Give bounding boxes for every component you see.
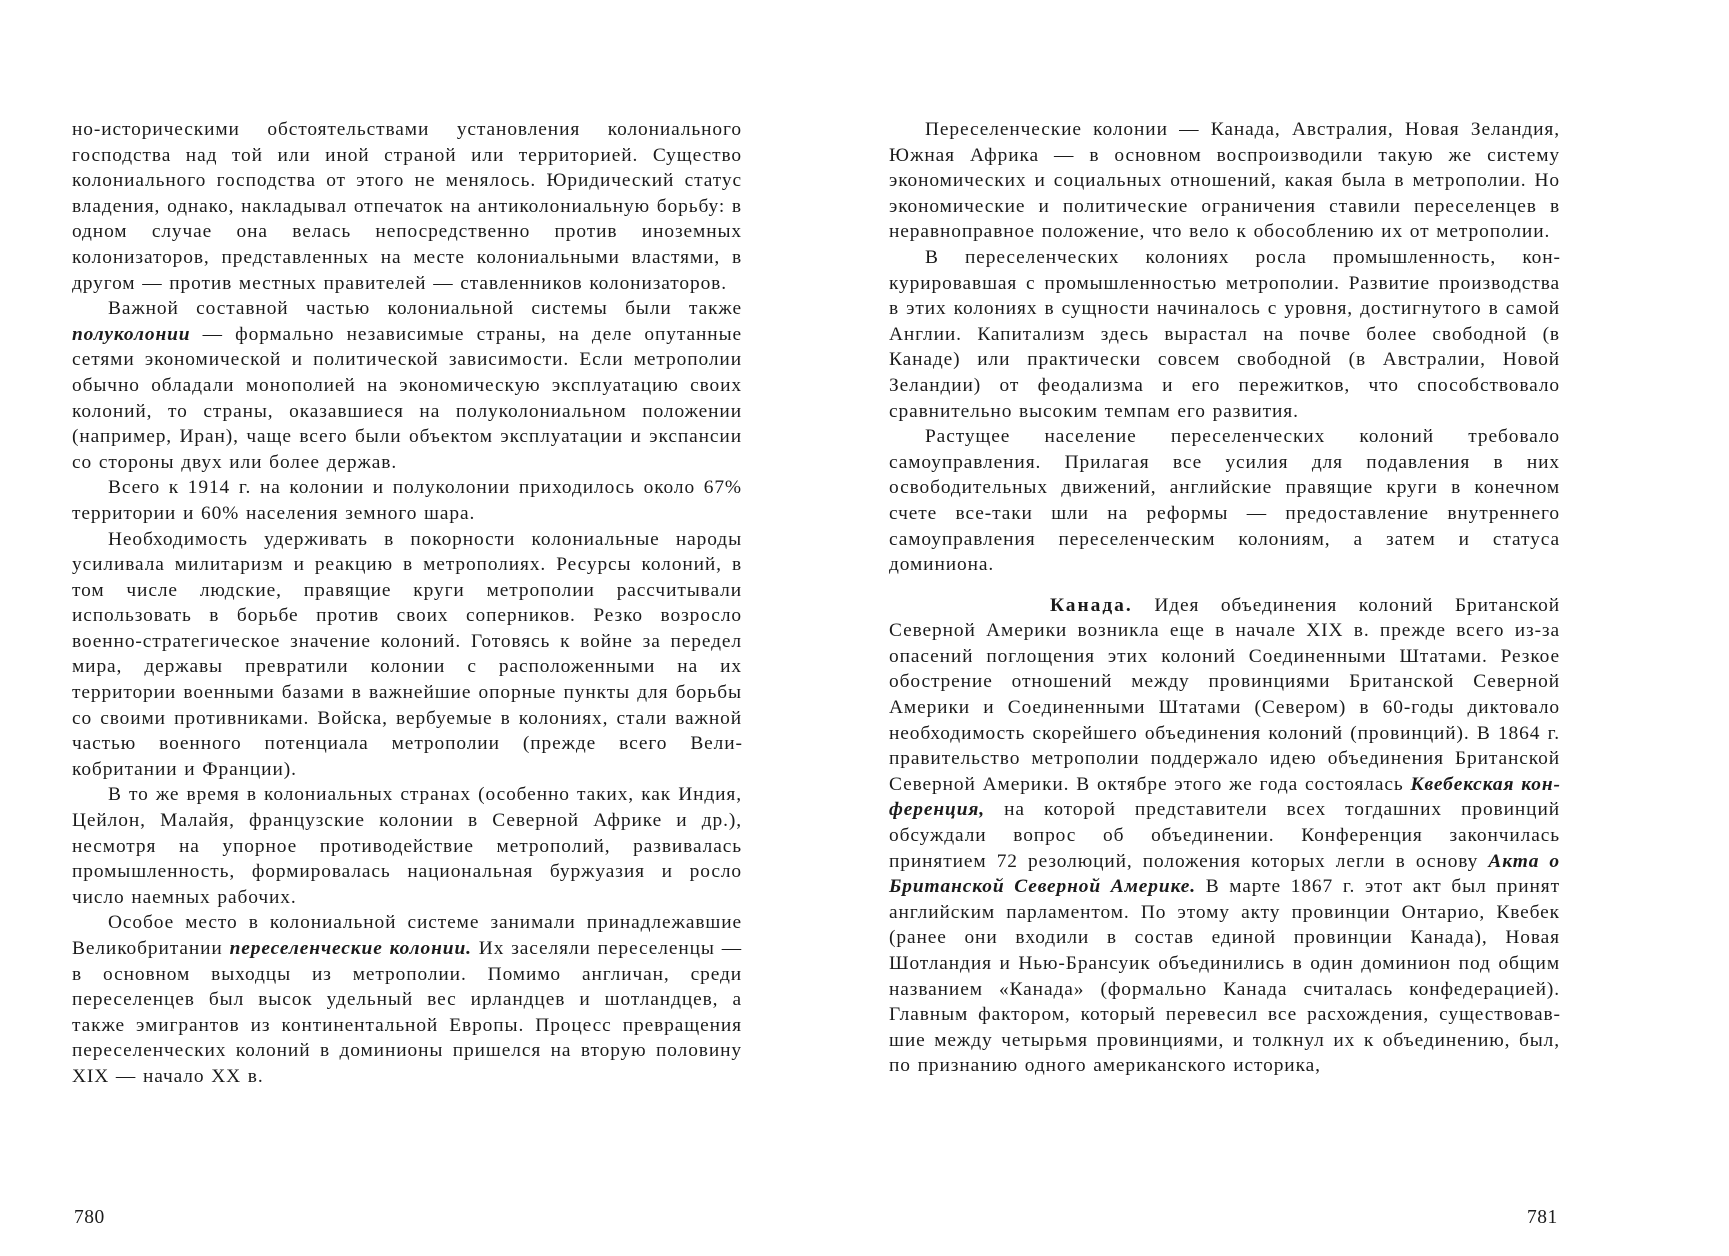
paragraph-text: — формально независимые страны, на деле опутанные сетями экономической и политической зависимости. Если метрополии обычно обладали монополией на экономическую эксплуатацию своих колоний, то страны, оказавшиеся на полуколониальном положении (например, Иран), чаще всего были объектом эксплуатации и экспансии со стороны двух или более держав. — [72, 323, 742, 473]
paragraph: Переселенческие колонии — Канада, Австралия, Новая Зеландия, Южная Африка — в основном воспроизводили такую же систему экономических и социальных отношений, какая была в метрополии. Но экономические и политические ограничения ставили переселенцев в неравноправное положение, что вело к обособлению их от метрополии. — [889, 119, 1560, 243]
paragraph: Растущее население переселенческих колоний требовало самоуправления. Прилагая все усилия для подавления в них освободительных движений, английские правящие круги в конечном счете все-таки шли на реформы — предоставление внутреннего самоуправления переселенческим колониям, а затем и статуса доминиона. — [889, 426, 1560, 576]
paragraph: В то же время в колониальных странах (особенно таких, как Индия, Цейлон, Малайя, французские колонии в Северной Африке и др.), несмотря на упорное противодействие метрополий, развивалась промышленность, формировалась национальная буржуазия и росло число наемных рабочих. — [72, 784, 742, 908]
paragraph: но-историческими обстоятельствами установления колониального господства над той или иной страной или территорией. Существо колониального господства от этого не менялось. Юридический статус владения, однако, накладывал отпечаток на антиколониальную борьбу: в одном случае она велась непосредственно против иноземных колонизаторов, представленных на месте колониальными властями, в другом — против местных правителей — ставленников колонизаторов. — [72, 119, 742, 294]
paragraph: Необходимость удерживать в покорности колониальные народы усиливала милитаризм и реакцию в метрополиях. Ресурсы колоний, в том числе людские, правящие круги метрополии рассчитывали использовать в борьбе против своих соперников. Резко возросло военно-стратегическое значение колоний. Готовясь к войне за передел мира, державы превратили колонии с расположенными на их территории военными базами в важнейшие опорные пункты для борьбы со своими противниками. Войска, вербуемые в колониях, стали важной частью военного потенциала метрополии (прежде всего Великобритании и Франции). — [72, 528, 742, 780]
paragraph-text: Идея объединения колоний Британской Северной Америки возникла еще в начале XIX в. прежде всего из-за опасений поглощения этих колоний Соединенными Штатами. Резкое обострение отношений между провинциями Британской Северной Америки и Соединенными Штатами (Севером) в 60-годы диктовало необходимость скорейшего объединения колоний (провинций). В 1864 г. правительство метрополии поддержало идею объединения Британской Северной Америки. В октябре этого же года состоялась — [889, 594, 1560, 795]
page-number-right: 781 — [1527, 1207, 1558, 1228]
paragraph-text: на которой представители всех тогдашних провинций обсуждали вопрос об объединении. Конференция закончилась принятием 72 резолюций, положения которых легли в основу — [889, 799, 1560, 872]
paragraph-text: Их заселяли переселенцы — в основном выходцы из метрополии. Помимо англичан, среди переселенцев был высок удельный вес ирландцев и шотландцев, а также эмигрантов из континентальной Европы. Процесс превращения переселенческих колоний в доминионы пришелся на вторую половину XIX — начало XX в. — [72, 938, 743, 1087]
page-number-left: 780 — [74, 1207, 105, 1228]
key-term: переселенческие колонии. — [229, 938, 472, 959]
paragraph — [72, 910, 742, 1089]
key-term: Акта о Британской Северной Америке. — [889, 850, 1561, 898]
section-heading: Канада. — [1050, 594, 1133, 616]
key-term: полуколонии — [72, 323, 191, 345]
section-paragraph-canada — [889, 593, 1560, 1079]
paragraph — [72, 296, 742, 475]
paragraph-text: В марте 1867 г. этот акт был принят английским парламентом. По этому акту провинции Онтарио, Квебек (ранее они входили в состав единой провинции Канада), Новая Шотландия и Нью-Брансуик объединились в один доминион под общим названием «Канада» (формально Канада считалась конфедерацией). Главным фактором, который перевесил все расхождения, существовавшие между четырьмя провинциями, и толкнул их к объединению, был, по признанию одного американского историка, — [889, 876, 1560, 1077]
left-page — [72, 117, 742, 1090]
key-term: Квебекская конференция, — [889, 773, 1561, 821]
paragraph-text: Особое место в колониальной системе занимали принадлежавшие Великобритании — [72, 912, 742, 959]
right-page — [889, 117, 1560, 1079]
paragraph: В переселенческих колониях росла промышленность, конкурировавшая с промышленностью метрополии. Развитие производства в этих колониях в сущности начиналось с уровня, достигнутого в самой Англии. Капитализм здесь вырастал на почве более свободной (в Канаде) или практически совсем свободной (в Австралии, Новой Зеландии) от феодализма и его пережитков, что способствовало сравнительно высоким темпам его развития. — [889, 246, 1560, 422]
paragraph: Всего к 1914 г. на колонии и полуколонии приходилось около 67% территории и 60% населения земного шара. — [72, 477, 742, 524]
paragraph-text: Важной составной частью колониальной системы были также — [108, 298, 742, 320]
